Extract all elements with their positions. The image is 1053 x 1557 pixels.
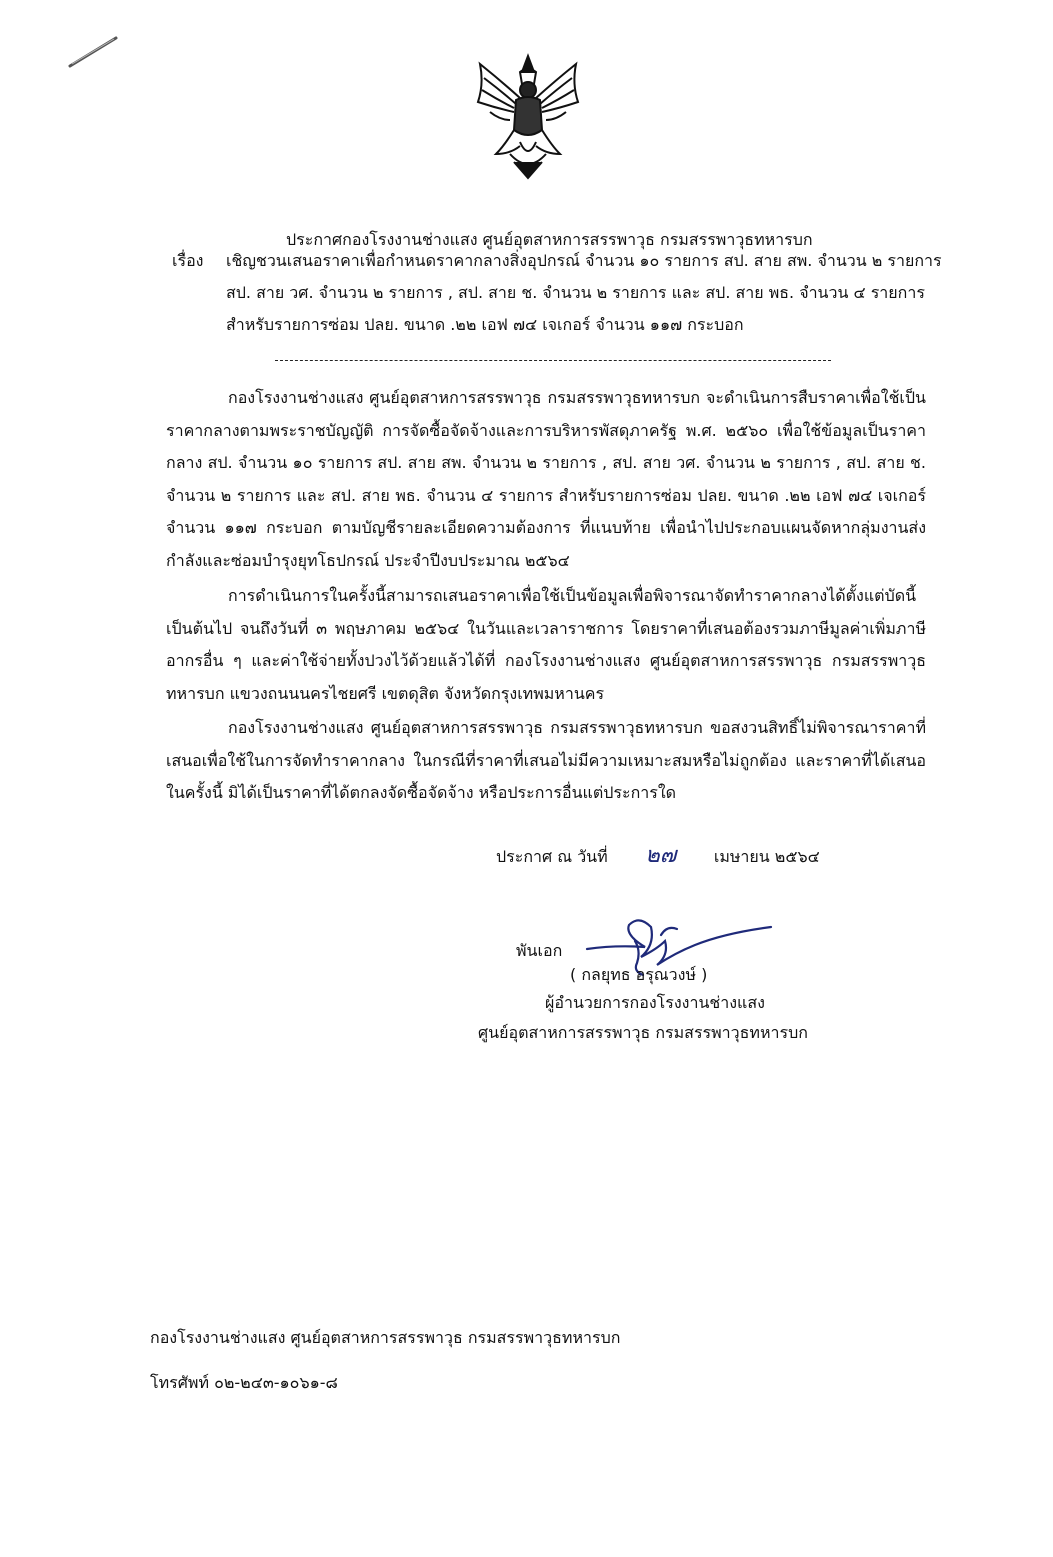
body-paragraph-1: กองโรงงานช่างแสง ศูนย์อุตสาหการสรรพาวุธ กรมสรรพาวุธทหารบก จะดำเนินการสืบราคาเพื่อใช้เป็นราคากลางตามพระราชบัญญัติ การจัดซื้อจัดจ้างและการบริหารพัสดุภาครัฐ พ.ศ. ๒๕๖๐ เพื่อใช้ข้อมูลเป็นราคากลาง สป. จำนวน ๑๐ รายการ สป. สาย สพ. จำนวน ๒ รายการ , สป. สาย วศ. จำนวน ๒ รายการ , สป. สาย ช. จำนวน ๒ รายการ และ สป. สาย พธ. จำนวน ๔ รายการ สำหรับรายการซ่อม ปลย. ขนาด .๒๒ เอฟ ๗๔ เจเกอร์ จำนวน ๑๑๗ กระบอก ตามบัญชีรายละเอียดความต้องการ ที่แนบท้าย เพื่อนำไปประกอบแผนจัดหากลุ่มงานส่งกำลังและซ่อมบำรุงยุทโธปกรณ์ ประจำปีงบประมาณ ๒๕๖๔: [166, 388, 926, 570]
garuda-emblem-icon: [470, 50, 586, 182]
subject-line-3: สำหรับรายการซ่อม ปลย. ขนาด .๒๒ เอฟ ๗๔ เจเกอร์ จำนวน ๑๑๗ กระบอก: [226, 315, 744, 334]
footer-telephone: โทรศัพท์ ๐๒-๒๔๓-๑๐๖๑-๘: [150, 1373, 338, 1392]
footer-organization: กองโรงงานช่างแสง ศูนย์อุตสาหการสรรพาวุธ กรมสรรพาวุธทหารบก: [150, 1328, 621, 1347]
subject-line-1: เชิญชวนเสนอราคาเพื่อกำหนดราคากลางสิ่งอุปกรณ์ จำนวน ๑๐ รายการ สป. สาย สพ. จำนวน ๒ รายการ: [226, 251, 942, 270]
announcement-title: ประกาศกองโรงงานช่างแสง ศูนย์อุตสาหการสรรพาวุธ กรมสรรพาวุธทหารบก: [286, 230, 813, 249]
pen-stroke-mark: [66, 34, 120, 70]
date-month-year: เมษายน ๒๕๖๔: [713, 847, 820, 866]
body-paragraph-3: กองโรงงานช่างแสง ศูนย์อุตสาหการสรรพาวุธ กรมสรรพาวุธทหารบก ขอสงวนสิทธิ์ไม่พิจารณาราคาที่เสนอเพื่อใช้ในการจัดทำราคากลาง ในกรณีที่ราคาที่เสนอไม่มีความเหมาะสมหรือไม่ถูกต้อง และราคาที่ได้เสนอในครั้งนี้ มิได้เป็นราคาที่ได้ตกลงจัดซื้อจัดจ้าง หรือประการอื่นแต่ประการใด: [166, 718, 926, 802]
subject-label: เรื่อง: [172, 251, 204, 270]
signatory-name: ( กลยุทธ อรุณวงษ์ ): [570, 965, 708, 984]
body-paragraph-2: การดำเนินการในครั้งนี้สามารถเสนอราคาเพื่อใช้เป็นข้อมูลเพื่อพิจารณาจัดทำราคากลางได้ตั้งแต่บัดนี้เป็นต้นไป จนถึงวันที่ ๓ พฤษภาคม ๒๕๖๔ ในวันและเวลาราชการ โดยราคาที่เสนอต้องรวมภาษีมูลค่าเพิ่มภาษีอากรอื่น ๆ และค่าใช้จ่ายทั้งปวงไว้ด้วยแล้วได้ที่ กองโรงงานช่างแสง ศูนย์อุตสาหการสรรพาวุธ กรมสรรพาวุธทหารบก แขวงถนนนครไชยศรี เขตดุสิต จังหวัดกรุงเทพมหานคร: [166, 586, 926, 703]
date-prefix: ประกาศ ณ วันที่: [496, 847, 608, 866]
subject-line-2: สป. สาย วศ. จำนวน ๒ รายการ , สป. สาย ช. จำนวน ๒ รายการ และ สป. สาย พธ. จำนวน ๔ รายการ: [226, 283, 925, 302]
divider-rule: [275, 360, 831, 361]
signatory-position-1: ผู้อำนวยการกองโรงงานช่างแสง: [545, 993, 765, 1012]
date-day-handwritten: ๒๗: [645, 843, 677, 868]
signatory-position-2: ศูนย์อุตสาหการสรรพาวุธ กรมสรรพาวุธทหารบก: [478, 1023, 808, 1042]
signatory-rank: พันเอก: [516, 941, 563, 960]
announcement-date: [496, 845, 820, 868]
